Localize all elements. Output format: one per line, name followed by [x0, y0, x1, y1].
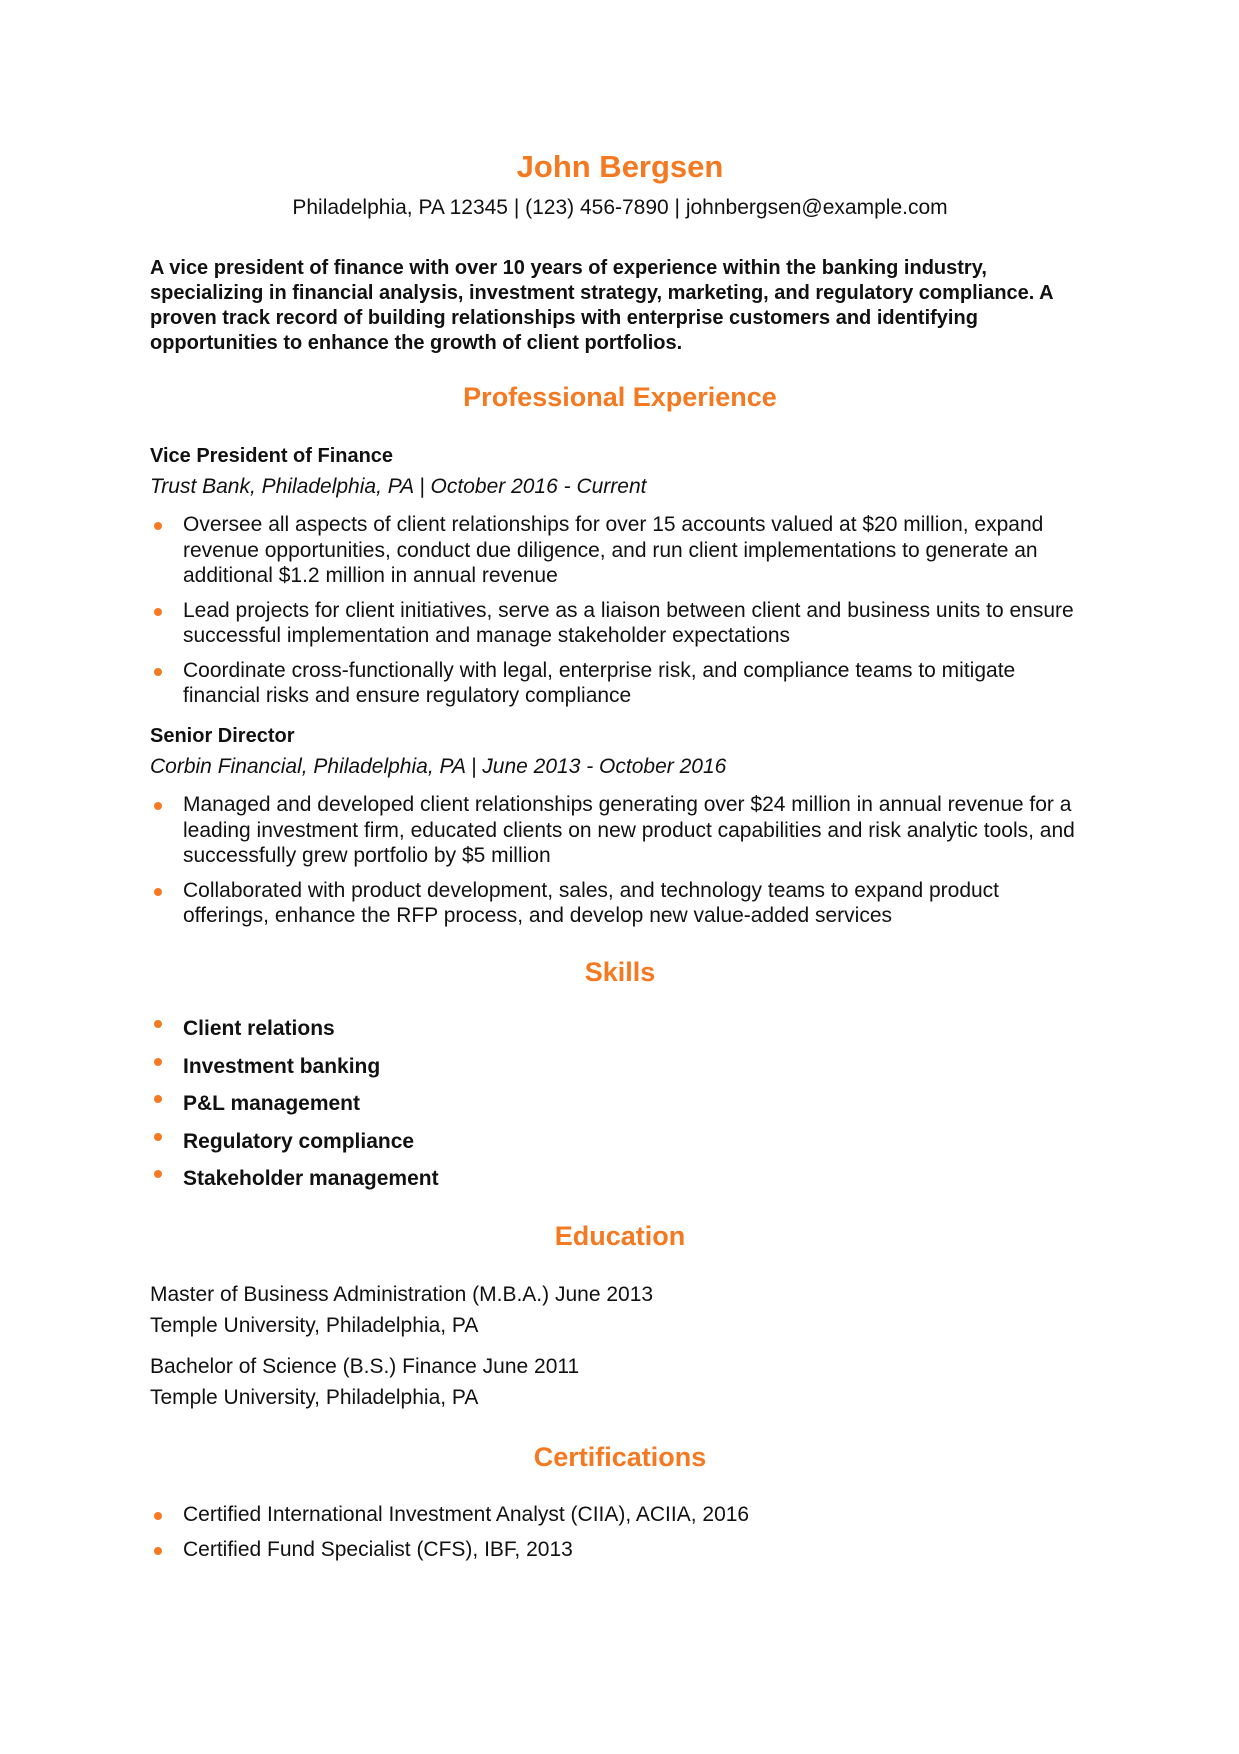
- skill-text: Stakeholder management: [183, 1167, 439, 1190]
- bullet-dot-icon: [154, 1170, 162, 1178]
- list-item: [150, 1502, 1090, 1528]
- bullet-dot-icon: [154, 668, 162, 676]
- list-item: [150, 1054, 1090, 1080]
- job-meta: Corbin Financial, Philadelphia, PA | June 2013 - October 2016: [150, 755, 727, 778]
- list-item: [150, 598, 1090, 649]
- job-bullet-list: [150, 792, 1090, 938]
- bullet-dot-icon: [154, 802, 162, 810]
- bullet-text: Collaborated with product development, sales, and technology teams to expand product offerings, enhance the RFP process, and develop new value-added services: [183, 878, 1000, 927]
- skill-text: Regulatory compliance: [183, 1129, 415, 1153]
- contact-info: Philadelphia, PA 12345 | (123) 456-7890 | johnbergsen@example.com: [292, 196, 948, 219]
- skill-text: P&L management: [183, 1092, 360, 1115]
- section-title-education: Education: [554, 1221, 686, 1251]
- candidate-name: John Bergsen: [516, 149, 724, 184]
- bullet-dot-icon: [154, 1020, 162, 1028]
- education-degree: Master of Business Administration (M.B.A.) June 2013: [150, 1283, 654, 1306]
- bullet-dot-icon: [154, 888, 162, 896]
- summary-paragraph: A vice president of finance with over 10 years of experience within the banking industry, specializing in financial analysis, investment strategy, marketing, and regulatory compliance. A proven track record of building relationships with enterprise customers and identifying opportunities to enhance the growth of client portfolios.: [150, 257, 1053, 354]
- bullet-dot-icon: [154, 1095, 162, 1103]
- list-item: [150, 1129, 1090, 1155]
- education-school: Temple University, Philadelphia, PA: [150, 1386, 479, 1409]
- education-degree: Bachelor of Science (B.S.) Finance June 2011: [150, 1355, 580, 1378]
- bullet-dot-icon: [154, 522, 162, 530]
- skills-list: [150, 1016, 1090, 1204]
- skill-text: Investment banking: [183, 1054, 381, 1078]
- bullet-text: Oversee all aspects of client relationships for over 15 accounts valued at $20 million, expand revenue opportunities, conduct due diligence, and run client implementations to generate an additional $1.2 million in annual revenue: [183, 513, 1044, 587]
- list-item: [150, 1537, 1090, 1563]
- section-title-certifications: Certifications: [533, 1442, 707, 1472]
- list-item: [150, 1016, 1090, 1042]
- list-item: [150, 1091, 1090, 1117]
- bullet-text: Lead projects for client initiatives, serve as a liaison between client and business units to ensure successful implementation and manage stakeholder expectations: [183, 598, 1074, 647]
- bullet-dot-icon: [154, 608, 162, 616]
- section-title-experience: Professional Experience: [463, 382, 777, 412]
- bullet-text: Managed and developed client relationships generating over $24 million in annual revenue for a leading investment firm, educated clients on new product capabilities and risk analytic tools, and successfully grew portfolio by $5 million: [183, 793, 1075, 867]
- list-item: [150, 658, 1090, 709]
- certification-text: Certified Fund Specialist (CFS), IBF, 2013: [183, 1537, 573, 1561]
- education-school: Temple University, Philadelphia, PA: [150, 1314, 479, 1337]
- section-title-skills: Skills: [584, 957, 656, 987]
- job-title: Vice President of Finance: [150, 445, 394, 467]
- job-bullet-list: [150, 512, 1090, 718]
- bullet-text: Coordinate cross-functionally with legal, enterprise risk, and compliance teams to mitigate financial risks and ensure regulatory compliance: [183, 658, 1016, 707]
- bullet-dot-icon: [154, 1547, 162, 1555]
- certifications-list: [150, 1502, 1090, 1571]
- list-item: [150, 512, 1090, 589]
- bullet-dot-icon: [154, 1133, 162, 1141]
- list-item: [150, 792, 1090, 869]
- list-item: [150, 878, 1090, 929]
- job-title: Senior Director: [150, 725, 295, 747]
- bullet-dot-icon: [154, 1512, 162, 1520]
- bullet-dot-icon: [154, 1058, 162, 1066]
- certification-text: Certified International Investment Analyst (CIIA), ACIIA, 2016: [183, 1503, 750, 1526]
- job-meta: Trust Bank, Philadelphia, PA | October 2016 - Current: [150, 475, 647, 498]
- list-item: [150, 1166, 1090, 1192]
- skill-text: Client relations: [183, 1017, 335, 1040]
